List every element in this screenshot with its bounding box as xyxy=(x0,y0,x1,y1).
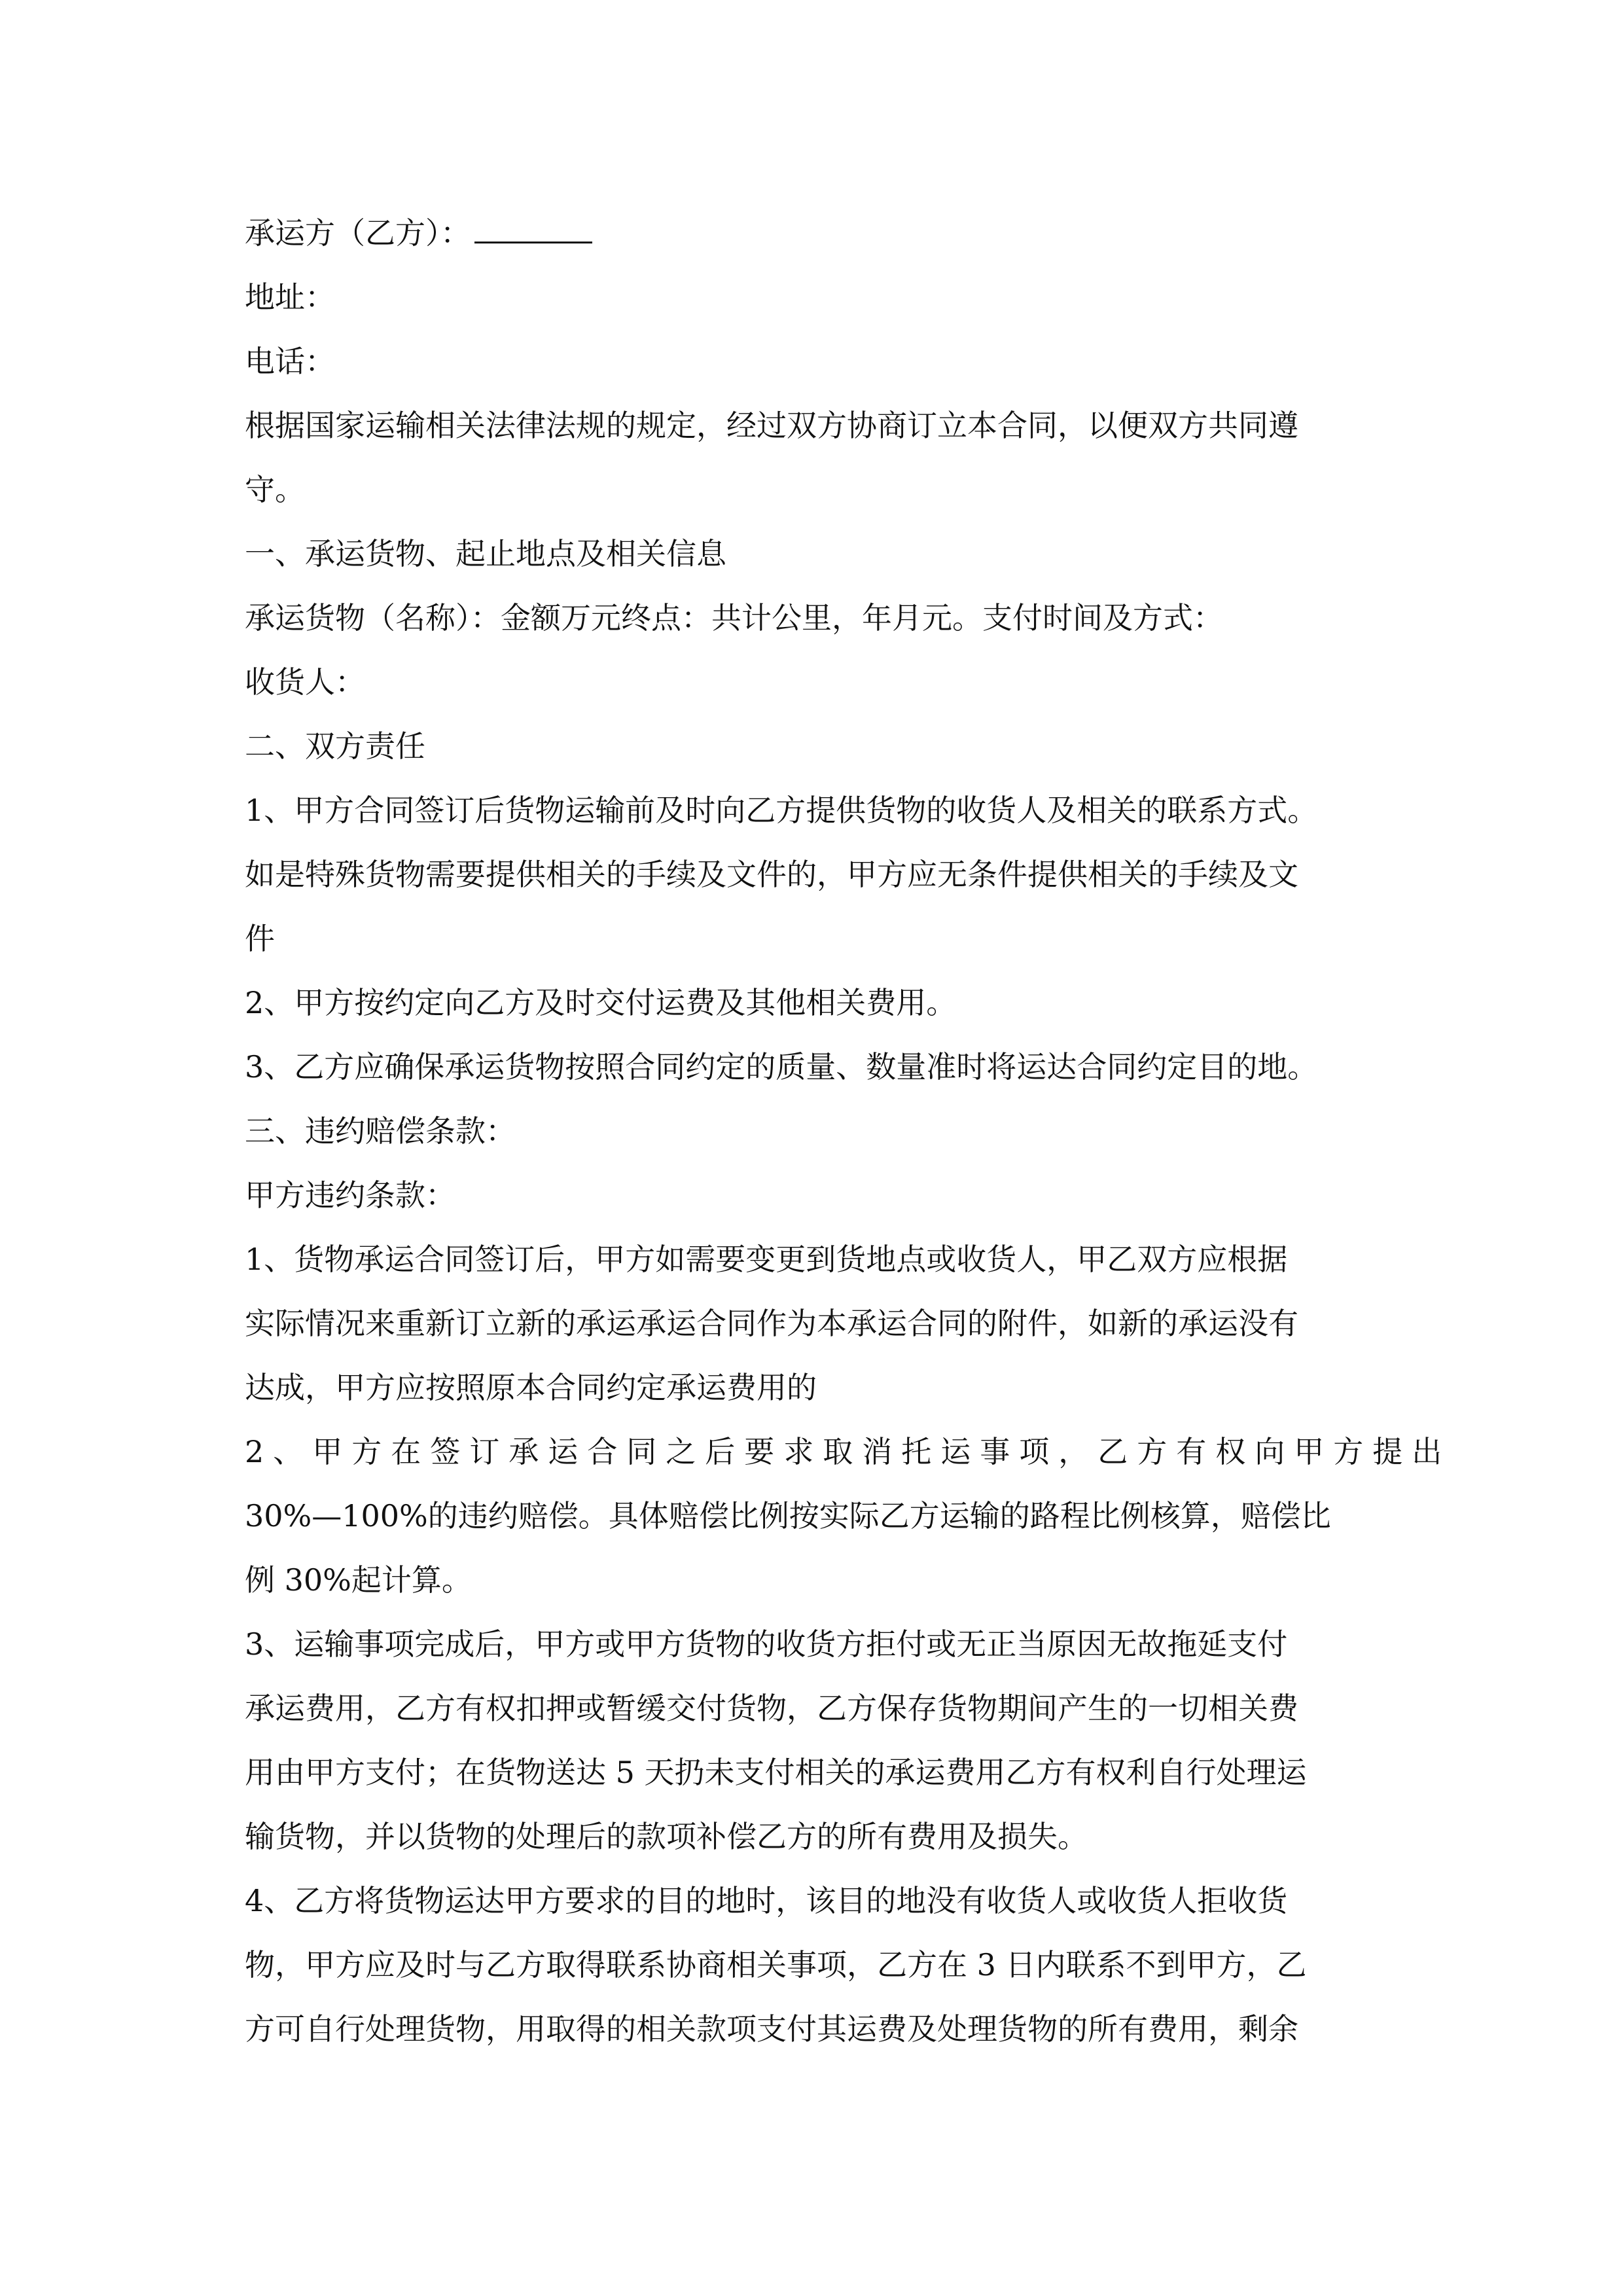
breach-2-line-2: 30%—100%的违约赔偿。具体赔偿比例按实际乙方运输的路程比例核算，赔偿比 xyxy=(245,1498,1331,1534)
duty-2-line: 2、甲方按约定向乙方及时交付运费及其他相关费用。 xyxy=(245,985,957,1020)
breach-3-line-2: 承运费用，乙方有权扣押或暂缓交付货物，乙方保存货物期间产生的一切相关费 xyxy=(245,1691,1298,1726)
section-3-heading: 三、违约赔偿条款： xyxy=(245,1113,516,1149)
breach-3-line-3: 用由甲方支付；在货物送达 5 天扔未支付相关的承运费用乙方有权利自行处理运 xyxy=(245,1755,1307,1790)
duty-3-line: 3、乙方应确保承运货物按照合同约定的质量、数量准时将运达合同约定目的地。 xyxy=(245,1049,1318,1085)
breach-3-line-1: 3、运输事项完成后，甲方或甲方货物的收货方拒付或无正当原因无故拖延支付 xyxy=(245,1626,1288,1662)
section-2-heading: 二、双方责任 xyxy=(245,728,425,764)
carrier-line xyxy=(245,201,1397,265)
breach-1-line-2: 实际情况来重新订立新的承运承运合同作为本承运合同的附件，如新的承运没有 xyxy=(245,1306,1298,1341)
preamble-line-2: 守。 xyxy=(245,472,305,507)
consignee-line: 收货人： xyxy=(245,664,365,700)
goods-line: 承运货物（名称）：金额万元终点：共计公里，年月元。支付时间及方式： xyxy=(245,600,1223,636)
breach-2-line-3: 例 30%起计算。 xyxy=(245,1562,472,1598)
duty-1-line-2: 如是特殊货物需要提供相关的手续及文件的，甲方应无条件提供相关的手续及文 xyxy=(245,857,1298,892)
address-line: 地址： xyxy=(245,279,335,315)
duty-1-line-3: 件 xyxy=(245,921,275,956)
phone-line: 电话： xyxy=(245,344,335,379)
carrier-label: 承运方（乙方）： xyxy=(245,215,471,251)
duty-1-line-1: 1、甲方合同签订后货物运输前及时向乙方提供货物的收货人及相关的联系方式。 xyxy=(245,793,1318,828)
carrier-name-blank xyxy=(474,207,592,243)
party-a-breach-heading: 甲方违约条款： xyxy=(245,1177,455,1213)
breach-3-line-4: 输货物，并以货物的处理后的款项补偿乙方的所有费用及损失。 xyxy=(245,1819,1088,1854)
breach-4-line-3: 方可自行处理货物，用取得的相关款项支付其运费及处理货物的所有费用，剩余 xyxy=(245,2011,1298,2047)
section-1-heading: 一、承运货物、起止地点及相关信息 xyxy=(245,536,726,571)
breach-2-line-1: 2、甲方在签订承运合同之后要求取消托运事项，乙方有权向甲方提出 xyxy=(245,1434,1452,1469)
breach-1-line-1: 1、货物承运合同签订后，甲方如需要变更到货地点或收货人，甲乙双方应根据 xyxy=(245,1242,1288,1277)
preamble-line-1: 根据国家运输相关法律法规的规定，经过双方协商订立本合同，以便双方共同遵 xyxy=(245,408,1298,443)
breach-4-line-1: 4、乙方将货物运达甲方要求的目的地时，该目的地没有收货人或收货人拒收货 xyxy=(245,1883,1288,1918)
document-body xyxy=(245,201,1452,2061)
breach-1-line-3: 达成，甲方应按照原本合同约定承运费用的 xyxy=(245,1370,817,1405)
breach-4-line-2: 物，甲方应及时与乙方取得联系协商相关事项，乙方在 3 日内联系不到甲方，乙 xyxy=(245,1947,1307,1982)
